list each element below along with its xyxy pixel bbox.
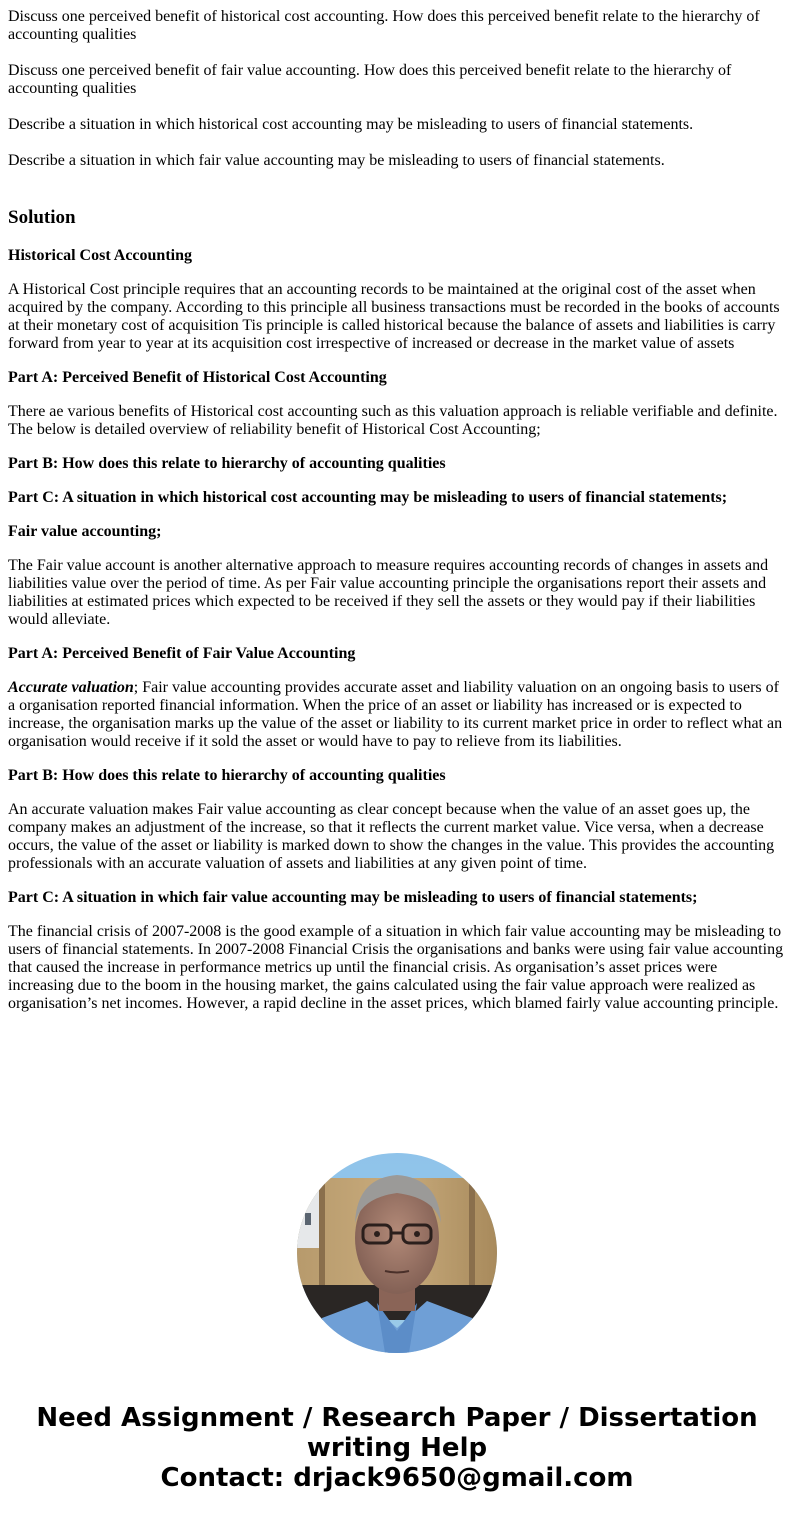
fair-value-intro: The Fair value account is another alternative approach to measure requires accounting records of changes in assets and liabilities value over the period of time. As per Fair value accounting principle the organisations report their assets and liabilities at estimated prices which expected to be received if they sell the assets or they would pay if their liabilities would alleviate. [8,557,769,628]
promo-line-2: writing Help [306,1433,488,1463]
fair-part-a-heading: Part A: Perceived Benefit of Fair Value Accounting [8,645,356,662]
historical-cost-heading: Historical Cost Accounting [8,247,192,264]
question-2: Discuss one perceived benefit of fair value accounting. How does this perceived benefit relate to the hierarchy of accounting qualities [8,62,732,97]
solution-heading: Solution [8,207,76,228]
historical-part-c-heading: Part C: A situation in which historical cost accounting may be misleading to users of financial statements; [8,489,728,506]
question-4: Describe a situation in which fair value accounting may be misleading to users of financial statements. [8,152,665,169]
fair-part-a-paragraph [8,679,786,751]
question-3: Describe a situation in which historical cost accounting may be misleading to users of financial statements. [8,116,694,133]
historical-part-a-text: There ae various benefits of Historical cost accounting such as this valuation approach is reliable verifiable and definite. The below is detailed overview of reliability benefit of Historical Cost Accounting; [8,403,778,438]
historical-part-b-heading: Part B: How does this relate to hierarchy of accounting qualities [8,455,446,472]
promo-line-1: Need Assignment / Research Paper / Dissertation [36,1403,758,1433]
promo-contact: Contact: drjack9650@gmail.com [160,1463,634,1493]
fair-part-a-lead: Accurate valuation [8,679,134,696]
avatar [297,1153,497,1353]
fair-part-c-heading: Part C: A situation in which fair value accounting may be misleading to users of financial statements; [8,889,698,906]
fair-part-b-heading: Part B: How does this relate to hierarchy of accounting qualities [8,767,446,784]
fair-part-c-text: The financial crisis of 2007-2008 is the good example of a situation in which fair value accounting may be misleading to users of financial statements. In 2007-2008 Financial Crisis the organisations and banks were using fair value accounting that caused the increase in performance metrics up until the financial crisis. As organisation’s asset prices were increasing due to the boom in the housing market, the gains calculated using the fair value approach were realized as organisation’s net incomes. However, a rapid decline in the asset prices, which blamed fairly value accounting principle. [8,923,784,1012]
fair-value-heading: Fair value accounting; [8,523,162,540]
historical-part-a-heading: Part A: Perceived Benefit of Historical Cost Accounting [8,369,387,386]
fair-part-b-text: An accurate valuation makes Fair value accounting as clear concept because when the value of an asset goes up, the company makes an adjustment of the increase, so that it reflects the current market value. Vice versa, when a decrease occurs, the value of the asset or liability is marked down to show the changes in the value. This provides the accounting professionals with an accurate valuation of assets and liabilities at any given point of time. [8,801,775,872]
question-1: Discuss one perceived benefit of historical cost accounting. How does this perceived benefit relate to the hierarchy of accounting qualities [8,8,760,43]
promo-banner [0,1403,794,1493]
avatar-photo-icon [297,1153,497,1353]
historical-cost-intro: A Historical Cost principle requires that an accounting records to be maintained at the original cost of the asset when acquired by the company. According to this principle all business transactions must be recorded in the books of accounts at their monetary cost of acquisition Tis principle is called historical because the balance of assets and liabilities is carry forward from year to year at its acquisition cost irrespective of increased or decrease in the market value of assets [8,281,780,352]
fair-part-a-text: ; Fair value accounting provides accurate asset and liability valuation on an ongoing basis to users of a organisation reported financial information. When the price of an asset or liability has increased or is expected to increase, the organisation marks up the value of the asset or liability to its current market price in order to reflect what an organisation would receive if it sold the asset or would have to pay to relieve from its liabilities. [8,679,783,750]
